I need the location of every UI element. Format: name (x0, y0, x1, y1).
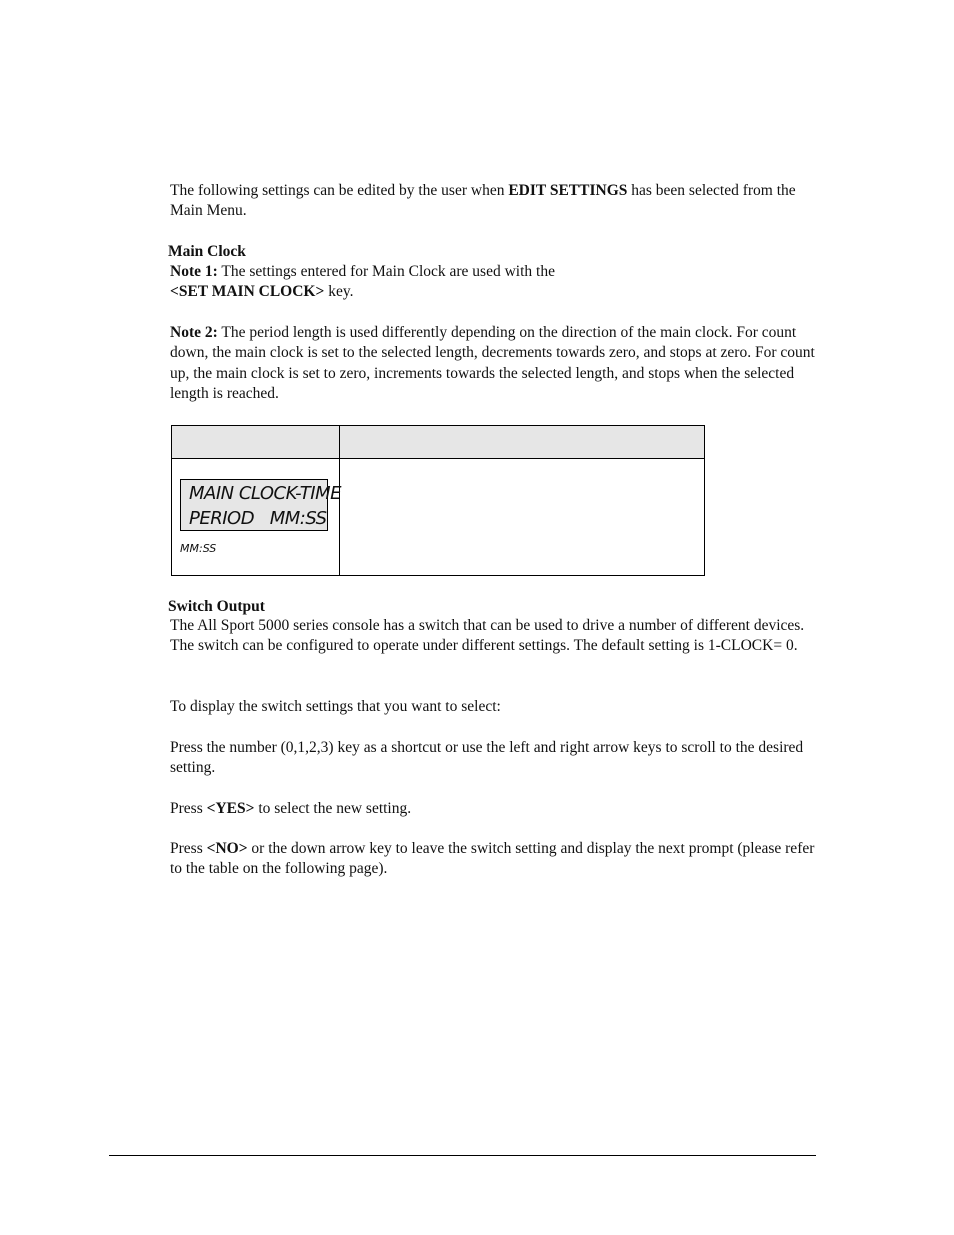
note-1: Note 1: The settings entered for Main Clock are used with the <SET MAIN CLOCK> key. (170, 263, 555, 301)
lcd-cell (172, 459, 340, 576)
set-main-clock-key: <SET MAIN CLOCK> (170, 283, 325, 301)
lcd-value-format: MM:SS (180, 542, 217, 555)
table-row (172, 459, 705, 576)
main-clock-settings-table (171, 425, 705, 576)
switch-output-heading: Switch Output (168, 598, 265, 615)
table-header-row (172, 426, 705, 459)
intro-paragraph: The following settings can be edited by the user when EDIT SETTINGS has been selected from the Main Menu. (170, 182, 796, 220)
setting-description (340, 459, 705, 576)
lcd-line-2: PERIOD MM:SS (189, 508, 327, 529)
edit-settings-label: EDIT SETTINGS (508, 182, 628, 199)
table-header-description (340, 426, 705, 459)
main-clock-heading: Main Clock (168, 243, 246, 260)
switch-output-paragraph-1: The All Sport 5000 series console has a switch that can be used to drive a number of different devices. The switch can be configured to operate under different settings. The default setting is 1-CLOCK= 0. (170, 617, 805, 655)
switch-output-paragraph-5: Press <NO> or the down arrow key to leave the switch setting and display the next prompt (please refer to the table on the following page). (170, 840, 815, 878)
lcd-display (180, 479, 342, 531)
no-key: <NO> (206, 840, 248, 857)
table-header-display (172, 426, 340, 459)
switch-output-paragraph-2: To display the switch settings that you want to select: (170, 698, 501, 715)
switch-output-paragraph-4: Press <YES> to select the new setting. (170, 800, 412, 817)
switch-output-paragraph-3: Press the number (0,1,2,3) key as a shortcut or use the left and right arrow keys to scroll to the desired setting. (170, 739, 804, 777)
note-2: Note 2: The period length is used differently depending on the direction of the main clock. For count down, the main clock is set to the selected length, decrements towards zero, and stops at zero. For count up, the main clock is set to zero, increments towards the selected length, and stops when the selected length is reached. (170, 324, 815, 403)
yes-key: <YES> (206, 800, 255, 817)
lcd-line-1: MAIN CLOCK-TIME (189, 483, 342, 504)
footer-divider (109, 1155, 816, 1156)
